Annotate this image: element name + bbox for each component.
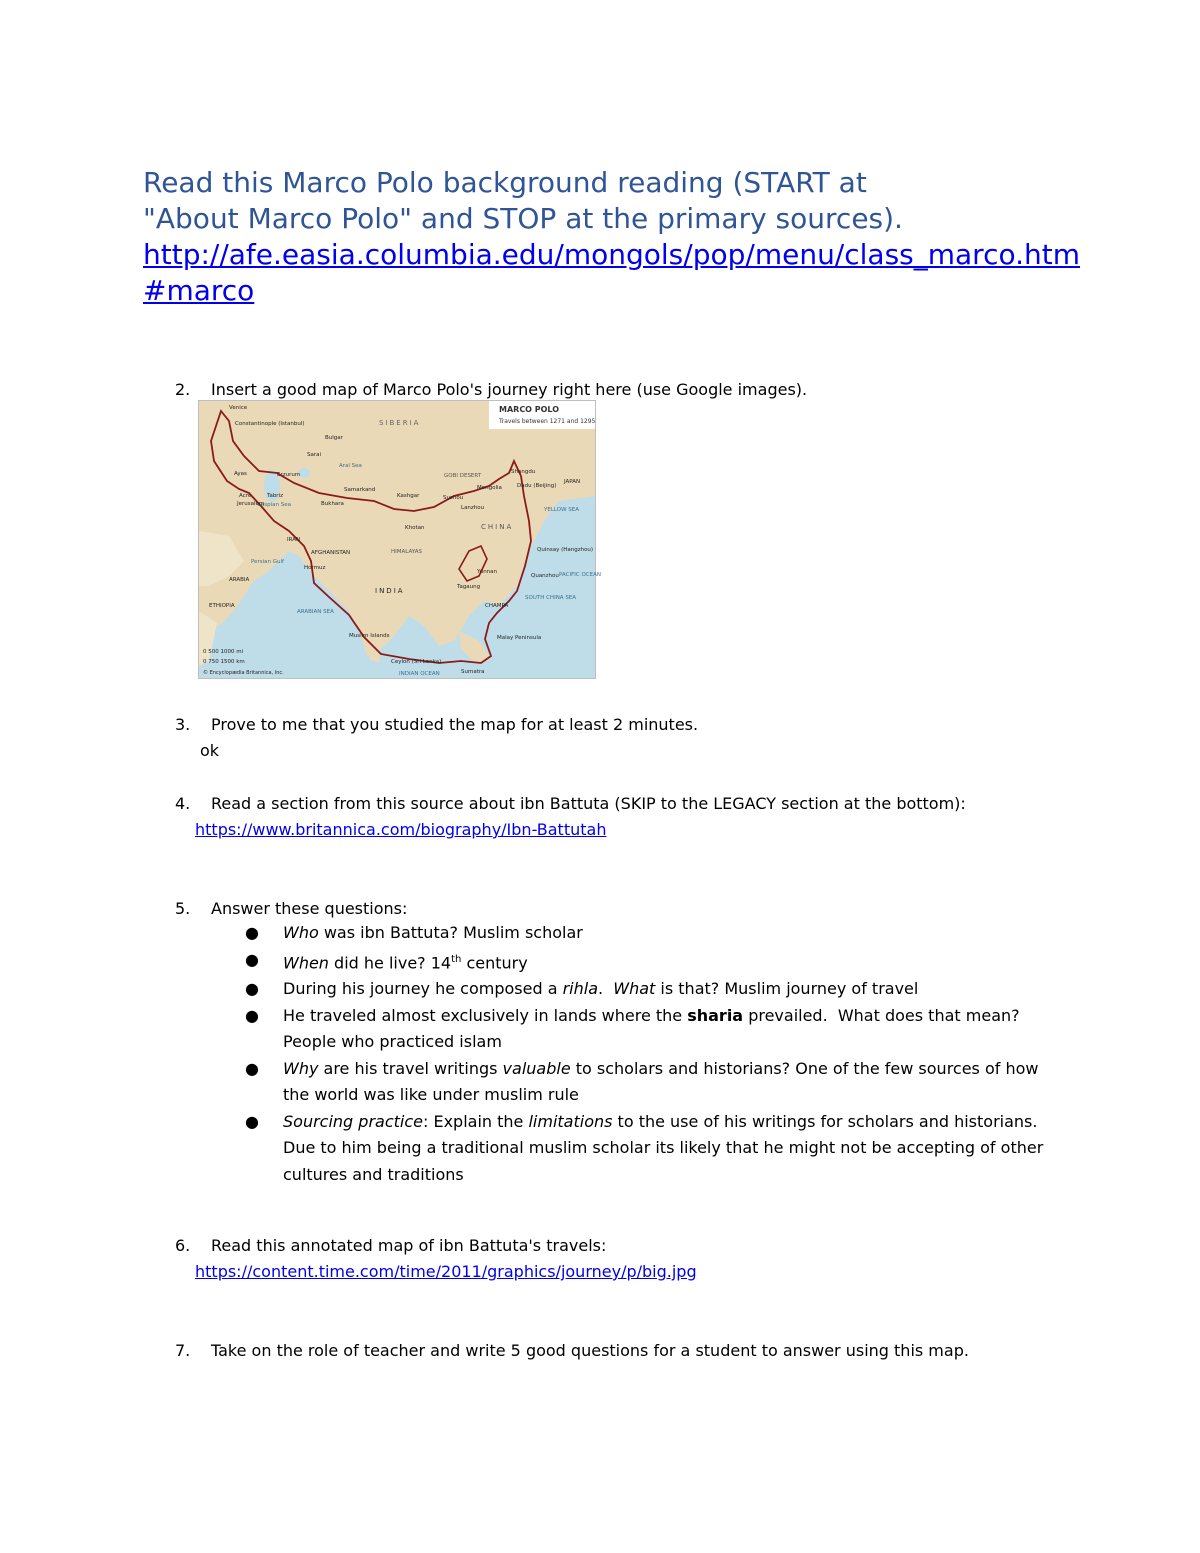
question-3 <box>175 712 698 738</box>
time-map-link[interactable]: https://content.time.com/time/2011/graphics/journey/p/big.jpg <box>195 1262 697 1281</box>
question-7 <box>175 1338 969 1364</box>
question-number: 5. <box>175 899 191 918</box>
bullet-icon: ● <box>245 1111 259 1131</box>
map-label: Bulgar <box>325 435 343 441</box>
list-item: ● He traveled almost exclusively in lands where the sharia prevailed. What does that mean? People who practiced islam <box>245 1003 1065 1056</box>
map-label: Malay Peninsula <box>497 635 542 641</box>
map-label: INDIA <box>375 587 405 595</box>
map-label: Sumatra <box>461 669 485 675</box>
map-label: Sarai <box>307 452 322 458</box>
bullet-icon: ● <box>245 949 259 969</box>
question-4 <box>175 791 966 817</box>
map-label: Bukhara <box>321 501 344 507</box>
map-label: ARABIA <box>229 577 250 583</box>
map-label: Persian Gulf <box>251 559 284 565</box>
question-number: 3. <box>175 715 191 734</box>
question-text: Answer these questions: <box>211 899 408 918</box>
map-label: YELLOW SEA <box>544 507 580 513</box>
map-label: Dadu (Beijing) <box>517 483 557 489</box>
question-text: Read a section from this source about ibn Battuta (SKIP to the LEGACY section at the bottom): <box>211 794 966 813</box>
map-label: AFGHANISTAN <box>311 550 351 556</box>
map-label: Tabriz <box>267 493 283 499</box>
map-label: Yunnan <box>477 569 498 575</box>
map-label: ARABIAN SEA <box>297 609 334 615</box>
britannica-link[interactable]: https://www.britannica.com/biography/Ibn-Battutah <box>195 820 607 839</box>
map-label: Suzhou <box>443 495 464 501</box>
map-label: Muslim Islands <box>349 633 390 639</box>
map-label: SOUTH CHINA SEA <box>525 595 577 601</box>
map-label: Lanzhou <box>461 505 485 511</box>
map-label: Caspian Sea <box>257 502 291 508</box>
map-label: PACIFIC OCEAN <box>559 572 601 578</box>
map-label: Hormuz <box>304 565 326 571</box>
map-label: Mongolia <box>477 485 502 491</box>
map-label: GOBI DESERT <box>444 473 482 479</box>
map-label: Aral Sea <box>339 463 362 469</box>
map-scale-miles: 0 500 1000 mi <box>203 649 244 655</box>
question-text: Read this annotated map of ibn Battuta's travels: <box>211 1236 607 1255</box>
map-label: CHINA <box>481 523 514 531</box>
map-label: Khotan <box>405 525 425 531</box>
list-item: ● When did he live? 14th century <box>245 947 1065 977</box>
bullet-icon: ● <box>245 979 259 999</box>
marco-polo-reading-link[interactable]: http://afe.easia.columbia.edu/mongols/pop/menu/class_marco.htm#marco <box>143 238 1081 307</box>
reading-instruction <box>143 165 1103 309</box>
map-label: Shangdu <box>511 469 536 475</box>
question-number: 4. <box>175 794 191 813</box>
map-label: Constantinople (Istanbul) <box>235 421 305 427</box>
map-label: Venice <box>229 405 248 411</box>
map-label: Quinsay (Hangzhou) <box>537 547 594 553</box>
list-item: ● Why are his travel writings valuable to scholars and historians? One of the few sources of how the world was like under muslim rule <box>245 1056 1065 1109</box>
map-scale-km: 0 750 1500 km <box>203 659 245 665</box>
map-label: IRAN <box>287 537 301 543</box>
map-label: Quanzhou <box>531 573 559 579</box>
map-label: Tagaung <box>457 584 481 590</box>
list-item: ● Sourcing practice: Explain the limitations to the use of his writings for scholars and historians. Due to him being a traditional muslim scholar its likely that he might not be accepting of other cultures and traditions <box>245 1109 1065 1189</box>
heading-line-2: "About Marco Polo" and STOP at the primary sources). <box>143 202 903 235</box>
question-5 <box>175 896 407 922</box>
map-label: Kashgar <box>397 493 420 499</box>
question-number: 7. <box>175 1341 191 1360</box>
map-label: Erzurum <box>277 472 301 478</box>
list-item: ● Who was ibn Battuta? Muslim scholar <box>245 920 1065 947</box>
map-label: SIBERIA <box>379 419 421 427</box>
question-5-answers <box>245 920 1065 1188</box>
list-item: ● During his journey he composed a rihla. What is that? Muslim journey of travel <box>245 976 1065 1003</box>
question-text: Prove to me that you studied the map for at least 2 minutes. <box>211 715 699 734</box>
map-label: Jerusalem <box>237 501 265 507</box>
map-label: INDIAN OCEAN <box>399 671 440 677</box>
question-3-answer: ok <box>200 741 220 760</box>
bullet-icon: ● <box>245 923 259 942</box>
question-text: Insert a good map of Marco Polo's journey right here (use Google images). <box>211 380 808 399</box>
marco-polo-map <box>198 400 601 679</box>
heading-line-1: Read this Marco Polo background reading (START at <box>143 166 867 199</box>
bullet-icon: ● <box>245 1058 259 1078</box>
question-number: 6. <box>175 1236 191 1255</box>
map-label: HIMALAYAS <box>391 549 422 555</box>
map-credit: © Encyclopædia Britannica, Inc. <box>203 670 284 676</box>
question-number: 2. <box>175 380 191 399</box>
map-label: Ceylon (Sri Lanka) <box>391 659 442 665</box>
map-label: Samarkand <box>344 487 376 493</box>
map-label: Acre <box>239 493 252 499</box>
map-label: Ayas <box>234 471 247 477</box>
map-label: ETHIOPIA <box>209 603 235 609</box>
map-title: MARCO POLO <box>499 405 560 414</box>
question-6 <box>175 1233 606 1259</box>
map-label: JAPAN <box>564 479 581 485</box>
bullet-icon: ● <box>245 1005 259 1025</box>
map-subtitle: Travels between 1271 and 1295 <box>499 418 596 425</box>
question-text: Take on the role of teacher and write 5 good questions for a student to answer using this map. <box>211 1341 969 1360</box>
map-label: CHAMPA <box>485 603 509 609</box>
